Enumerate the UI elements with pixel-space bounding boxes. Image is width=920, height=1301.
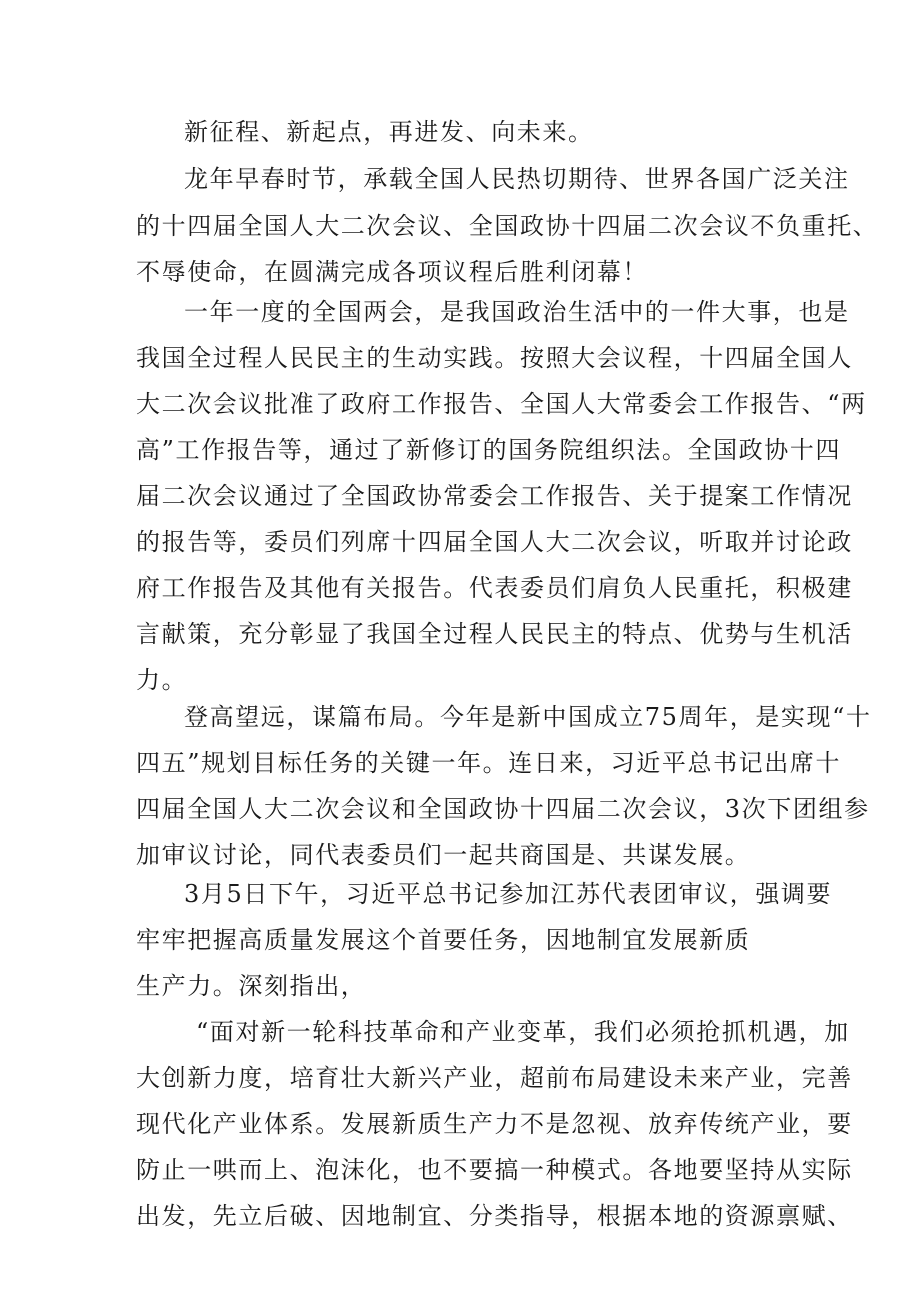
- text-line: 出发，先立后破、因地制宜、分类指导，根据本地的资源禀赋、: [136, 1202, 853, 1230]
- text-line: 的十四届全国人大二次会议、全国政协十四届二次会议不负重托、: [136, 212, 879, 240]
- text-line: 防止一哄而上、泡沫化，也不要搞一种模式。各地要坚持从实际: [136, 1156, 853, 1184]
- text-line: “面对新一轮科技革命和产业变革，我们必须抢抓机遇，加: [196, 1018, 850, 1046]
- text-line: 届二次会议通过了全国政协常委会工作报告、关于提案工作情况: [136, 482, 853, 510]
- text-line: 登高望远，谋篇布局。今年是新中国成立75周年，是实现“十: [184, 703, 872, 731]
- text-line: 四五”规划目标任务的关键一年。连日来，习近平总书记出席十: [136, 749, 842, 777]
- text-line: 龙年早春时节，承载全国人民热切期待、世界各国广泛关注: [184, 165, 850, 193]
- text-line: 府工作报告及其他有关报告。代表委员们肩负人民重托，积极建: [136, 574, 853, 602]
- text-line: 不辱使命，在圆满完成各项议程后胜利闭幕！: [136, 258, 648, 286]
- text-line: 的报告等，委员们列席十四届全国人大二次会议，听取并讨论政: [136, 528, 853, 556]
- text-line: 新征程、新起点，再进发、向未来。: [184, 118, 594, 146]
- text-line: 高”工作报告等，通过了新修订的国务院组织法。全国政协十四: [136, 436, 842, 464]
- text-line: 一年一度的全国两会，是我国政治生活中的一件大事，也是: [184, 298, 850, 326]
- text-line: 现代化产业体系。发展新质生产力不是忽视、放弃传统产业，要: [136, 1110, 853, 1138]
- text-line: 大二次会议批准了政府工作报告、全国人大常委会工作报告、“两: [136, 390, 867, 418]
- text-line: 言献策，充分彰显了我国全过程人民民主的特点、优势与生机活: [136, 620, 853, 648]
- text-line: 大创新力度，培育壮大新兴产业，超前布局建设未来产业，完善: [136, 1064, 853, 1092]
- text-line: 四届全国人大二次会议和全国政协十四届二次会议，3次下团组参: [136, 795, 870, 823]
- text-line: 我国全过程人民民主的生动实践。按照大会议程，十四届全国人: [136, 344, 853, 372]
- text-line: 3月5日下午，习近平总书记参加江苏代表团审议，强调要: [184, 880, 833, 908]
- text-line: 加审议讨论，同代表委员们一起共商国是、共谋发展。: [136, 841, 751, 869]
- text-line: 牢牢把握高质量发展这个首要任务，因地制宜发展新质: [136, 926, 751, 954]
- text-line: 生产力。深刻指出，: [136, 972, 367, 1000]
- text-line: 力。: [136, 666, 188, 694]
